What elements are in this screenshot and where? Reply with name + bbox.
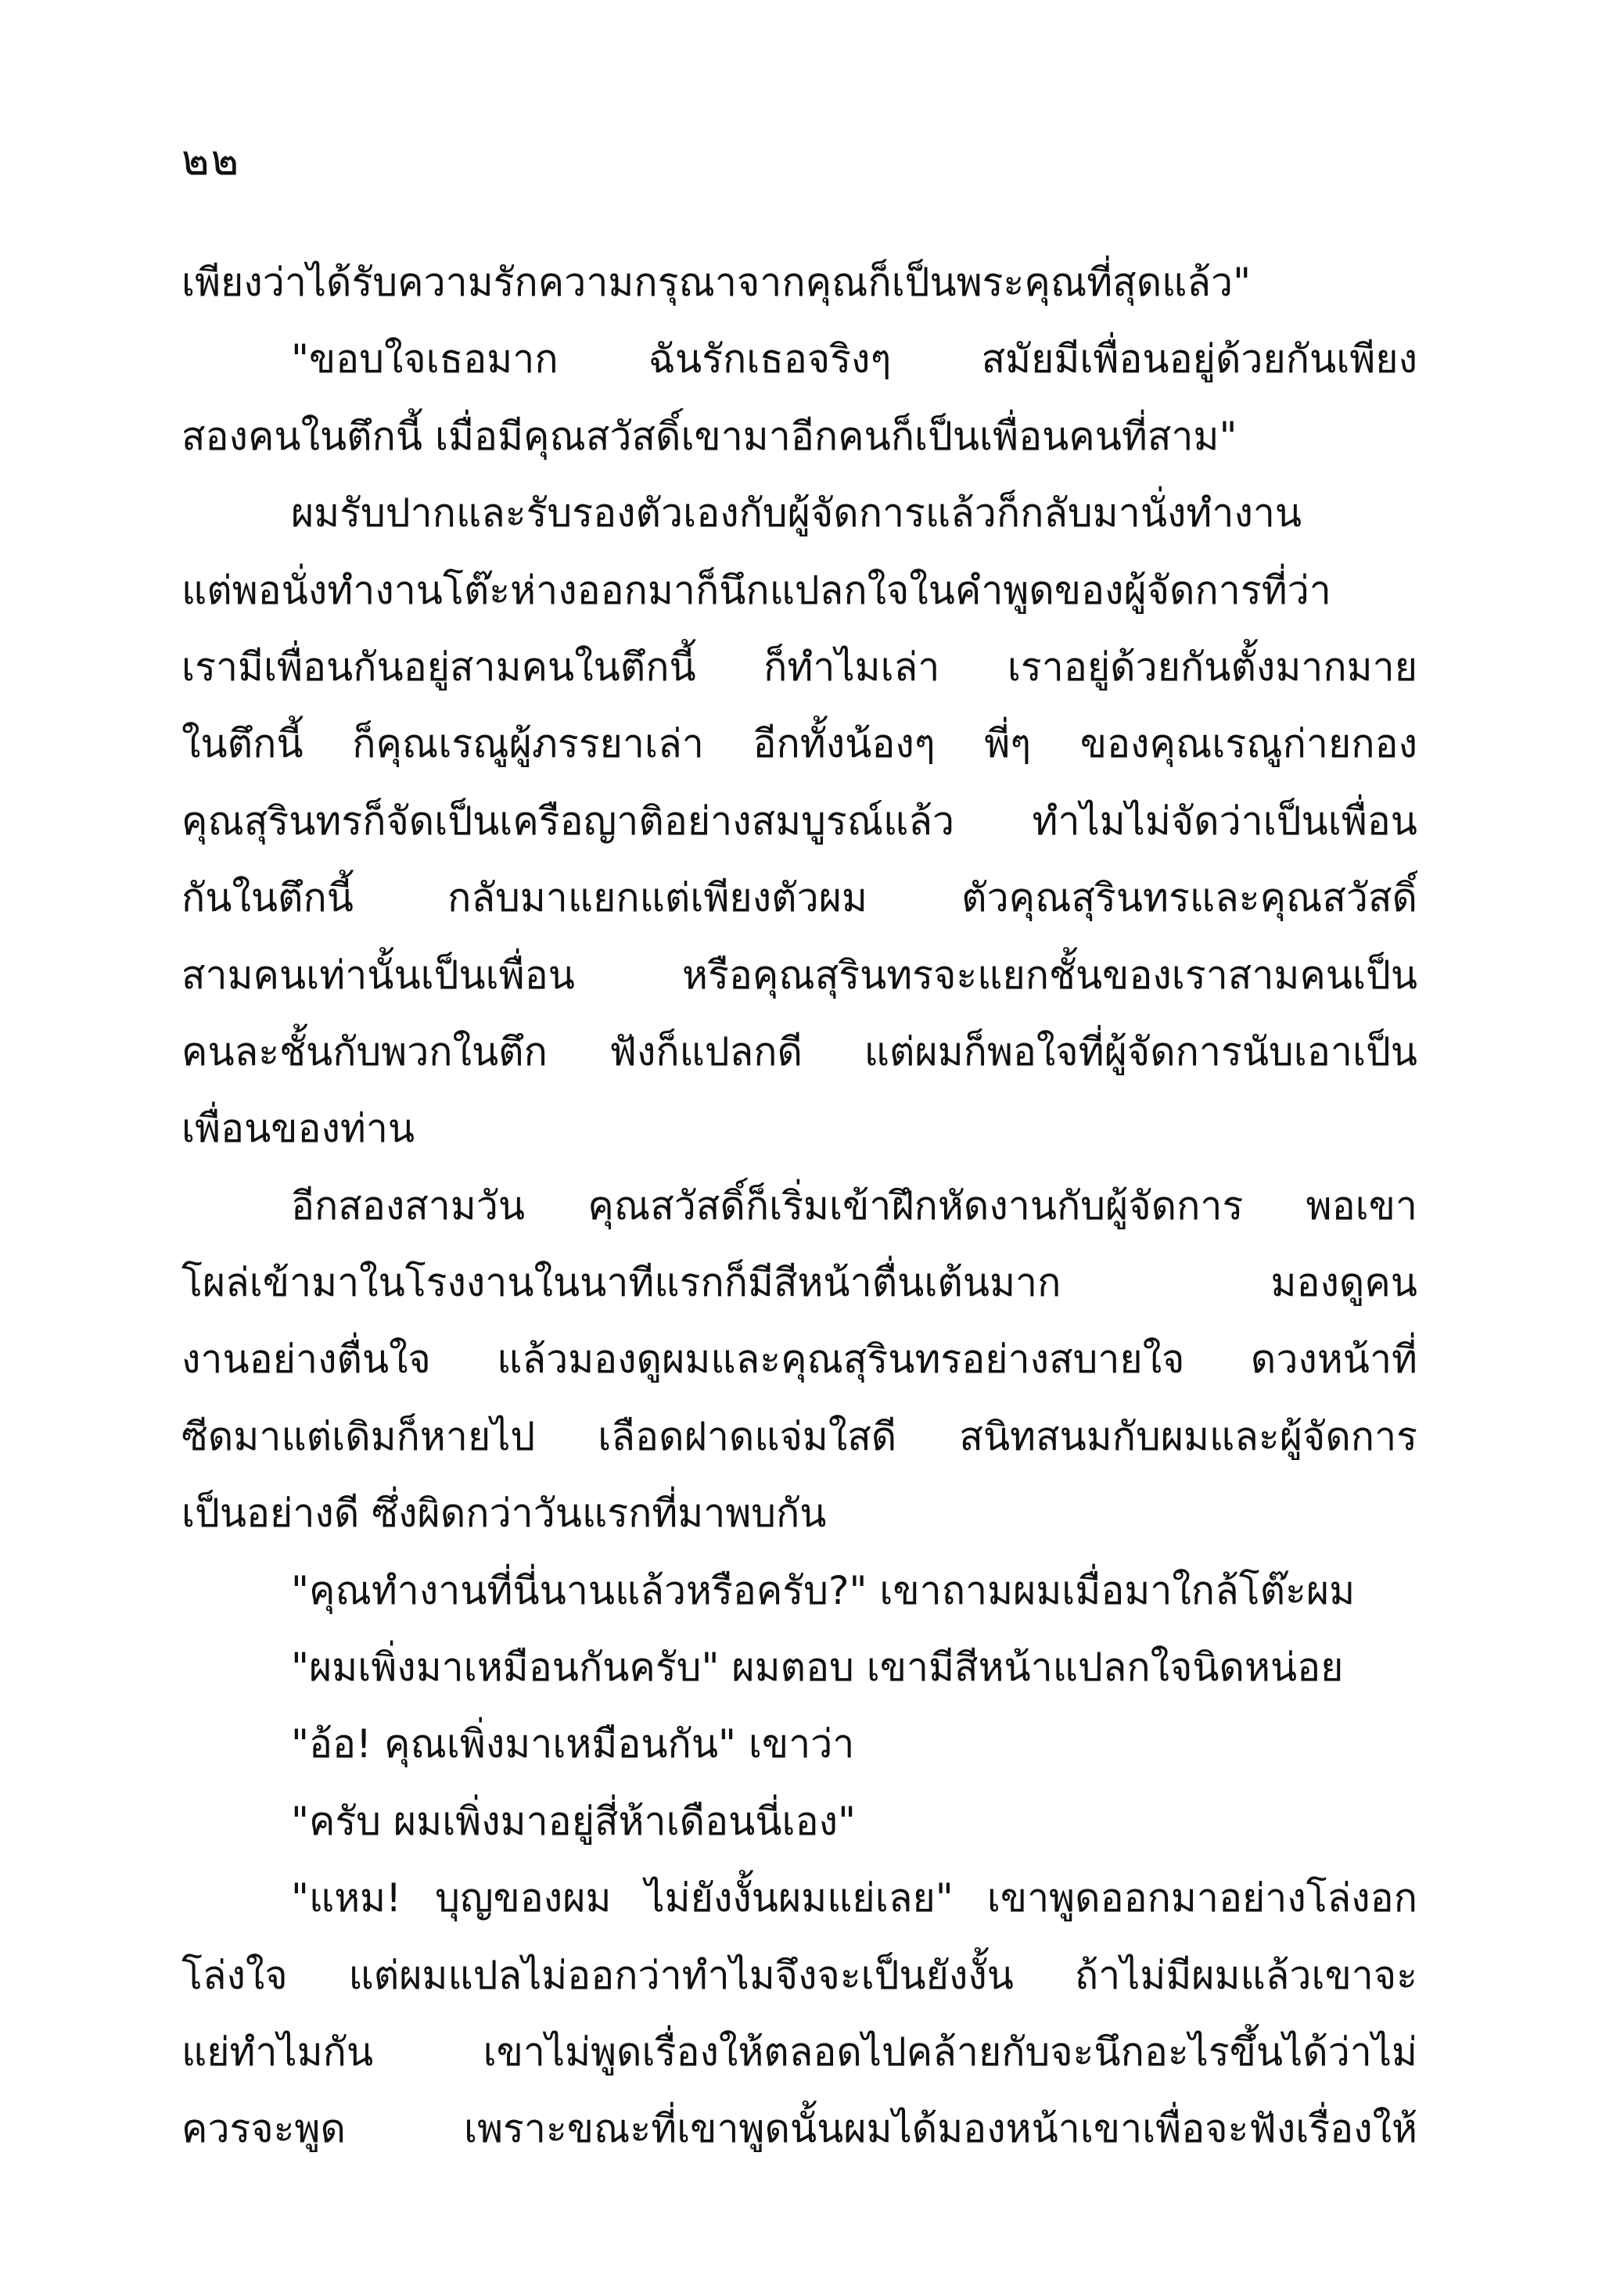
text-line: "ผมเพิ่งมาเหมือนกันครับ" ผมตอบ เขามีสีหน้าแปลกใจนิดหน่อย (291, 1645, 1344, 1691)
text-line: โล่งใจ แต่ผมแปลไม่ออกว่าทำไมจึงจะเป็นยังงั้น ถ้าไม่มีผมแล้วเขาจะ (181, 1952, 1417, 1998)
text-line: สามคนเท่านั้นเป็นเพื่อน หรือคุณสุรินทรจะแยกชั้นของเราสามคนเป็น (181, 952, 1417, 998)
text-line: คุณสุรินทรก็จัดเป็นเครือญาติอย่างสมบูรณ์แล้ว ทำไมไม่จัดว่าเป็นเพื่อน (181, 798, 1417, 844)
text-line: สองคนในตึกนี้ เมื่อมีคุณสวัสดิ์เขามาอีกคนก็เป็นเพื่อนคนที่สาม" (181, 413, 1237, 459)
text-line: เพื่อนของท่าน (181, 1106, 415, 1152)
text-line: แต่พอนั่งทำงานโต๊ะห่างออกมาก็นึกแปลกใจในคำพูดของผู้จัดการที่ว่า (181, 567, 1331, 613)
text-line: ควรจะพูด เพราะขณะที่เขาพูดนั้นผมได้มองหน้าเขาเพื่อจะฟังเรื่องให้ (181, 2106, 1417, 2152)
page-number: ๒๒ (181, 135, 241, 185)
text-line: ซีดมาแต่เดิมก็หายไป เลือดฝาดแจ่มใสดี สนิทสนมกับผมและผู้จัดการ (181, 1413, 1417, 1459)
text-line: เรามีเพื่อนกันอยู่สามคนในตึกนี้ ก็ทำไมเล่า เราอยู่ด้วยกันตั้งมากมาย (181, 644, 1417, 690)
text-line: "แหม! บุญของผม ไม่ยังงั้นผมแย่เลย" เขาพูดออกมาอย่างโล่งอก (291, 1875, 1417, 1921)
text-line: "อ้อ! คุณเพิ่งมาเหมือนกัน" เขาว่า (291, 1721, 855, 1767)
text-line: "ครับ ผมเพิ่งมาอยู่สี่ห้าเดือนนี่เอง" (291, 1798, 857, 1844)
text-line: คนละชั้นกับพวกในตึก ฟังก็แปลกดี แต่ผมก็พอใจที่ผู้จัดการนับเอาเป็น (181, 1028, 1417, 1074)
text-line: อีกสองสามวัน คุณสวัสดิ์ก็เริ่มเข้าฝึกหัดงานกับผู้จัดการ พอเขา (291, 1182, 1417, 1229)
text-line: เพียงว่าได้รับความรักความกรุณาจากคุณก็เป็นพระคุณที่สุดแล้ว" (181, 260, 1252, 305)
body-text (181, 244, 1417, 2168)
text-line: งานอย่างตื่นใจ แล้วมองดูผมและคุณสุรินทรอย่างสบายใจ ดวงหน้าที่ (181, 1336, 1417, 1383)
text-line: โผล่เข้ามาในโรงงานในนาทีแรกก็มีสีหน้าตื่นเต้นมาก มองดูคน (181, 1260, 1417, 1306)
text-line: เป็นอย่างดี ซึ่งผิดกว่าวันแรกที่มาพบกัน (181, 1491, 827, 1537)
text-line: ในตึกนี้ ก็คุณเรณูผู้ภรรยาเล่า อีกทั้งน้องๆ พี่ๆ ของคุณเรณูก่ายกอง (181, 721, 1417, 767)
text-line: ผมรับปากและรับรองตัวเองกับผู้จัดการแล้วก็กลับมานั่งทำงาน (291, 490, 1302, 536)
text-line: "ขอบใจเธอมาก ฉันรักเธอจริงๆ สมัยมีเพื่อนอยู่ด้วยกันเพียง (291, 336, 1417, 382)
text-line: กันในตึกนี้ กลับมาแยกแต่เพียงตัวผม ตัวคุณสุรินทรและคุณสวัสดิ์ (181, 875, 1417, 921)
text-line: แย่ทำไมกัน เขาไม่พูดเรื่องให้ตลอดไปคล้ายกับจะนึกอะไรขึ้นได้ว่าไม่ (181, 2029, 1417, 2075)
text-line: "คุณทำงานที่นี่นานแล้วหรือครับ?" เขาถามผมเมื่อมาใกล้โต๊ะผม (291, 1567, 1356, 1613)
